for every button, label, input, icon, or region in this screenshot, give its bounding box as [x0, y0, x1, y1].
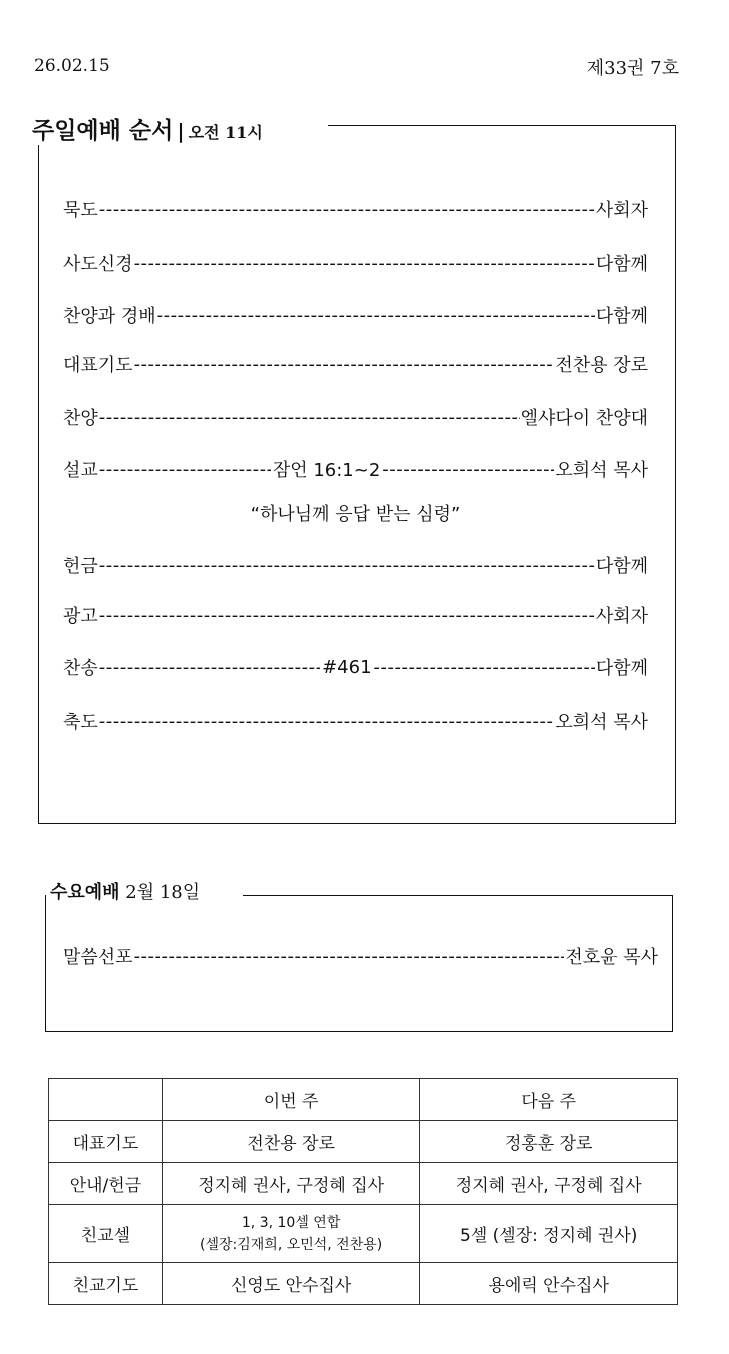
order-item-name: 찬양과 경배 [63, 306, 156, 327]
leader-dashes [99, 407, 520, 428]
next-week-cell: 용에릭 안수집사 [420, 1263, 678, 1305]
leader-dashes [374, 657, 595, 678]
order-item-hymn [63, 654, 648, 680]
wednesday-date: 2월 18일 [125, 882, 201, 903]
order-item-leader: 엘샤다이 찬양대 [520, 408, 648, 429]
order-item-5 [63, 404, 648, 430]
order-item-leader: 사회자 [595, 200, 648, 221]
sunday-box-top-border [328, 125, 675, 126]
leader-dashes [99, 459, 271, 480]
order-item-leader: 다함께 [595, 658, 648, 679]
leader-dashes [99, 605, 595, 626]
leader-dashes [134, 946, 565, 967]
order-item-1 [63, 196, 648, 222]
row-label: 친교셀 [49, 1205, 163, 1263]
order-item-leader: 다함께 [595, 254, 648, 275]
leader-dashes [99, 657, 320, 678]
order-item-leader: 다함께 [595, 306, 648, 327]
order-item-name: 사도신경 [63, 254, 133, 275]
leader-dashes [382, 459, 554, 480]
table-row [49, 1163, 678, 1205]
wednesday-item-1 [63, 943, 658, 969]
next-week-cell: 5셀 (셀장: 정지혜 권사) [420, 1205, 678, 1263]
order-item-8 [63, 602, 648, 628]
leader-dashes [99, 711, 555, 732]
leader-dashes [134, 354, 555, 375]
wednesday-section-title [50, 878, 204, 904]
wednesday-item-leader: 전호윤 목사 [565, 947, 658, 968]
table-row [49, 1263, 678, 1305]
order-item-leader: 오희석 목사 [555, 460, 648, 481]
order-item-name: 대표기도 [63, 355, 133, 376]
this-week-cell [162, 1205, 420, 1263]
order-item-name: 축도 [63, 712, 98, 733]
order-item-leader: 사회자 [595, 606, 648, 627]
table-row [49, 1205, 678, 1263]
this-week-cell: 정지혜 권사, 구정혜 집사 [162, 1163, 420, 1205]
table-header-cell: 다음 주 [420, 1079, 678, 1121]
order-item-2 [63, 250, 648, 276]
order-item-name: 설교 [63, 460, 98, 481]
row-label: 친교기도 [49, 1263, 163, 1305]
duty-schedule-table [48, 1078, 678, 1305]
wednesday-box-top-border [243, 895, 672, 896]
leader-dashes [157, 305, 595, 326]
order-item-7 [63, 552, 648, 578]
hymn-number: #461 [322, 656, 372, 678]
leader-dashes [99, 555, 595, 576]
order-item-name: 찬송 [63, 658, 98, 679]
scripture-reference: 잠언 16:1~2 [272, 460, 381, 481]
table-header-row [49, 1079, 678, 1121]
cell-line-2: (셀장:김재희, 오민석, 전찬용) [200, 1236, 383, 1253]
wednesday-title: 수요예배 [50, 882, 120, 903]
row-label: 대표기도 [49, 1121, 163, 1163]
leader-dashes [134, 253, 595, 274]
order-item-10 [63, 708, 648, 734]
table-header-cell [49, 1079, 163, 1121]
order-item-leader: 전찬용 장로 [555, 355, 648, 376]
bulletin-volume: 제33권 7호 [586, 58, 679, 79]
order-item-leader: 오희석 목사 [555, 712, 648, 733]
title-separator: | [177, 119, 185, 143]
bulletin-date: 26.02.15 [34, 56, 110, 76]
order-item-name: 묵도 [63, 200, 98, 221]
leader-dashes [99, 199, 595, 220]
cell-line-1: 1, 3, 10셀 연합 [241, 1214, 341, 1231]
table-row [49, 1121, 678, 1163]
order-item-leader: 다함께 [595, 556, 648, 577]
this-week-cell: 신영도 안수집사 [162, 1263, 420, 1305]
this-week-cell: 전찬용 장로 [162, 1121, 420, 1163]
order-item-sermon [63, 456, 648, 482]
next-week-cell: 정지혜 권사, 구정혜 집사 [420, 1163, 678, 1205]
next-week-cell: 정홍훈 장로 [420, 1121, 678, 1163]
wednesday-item-name: 말씀선포 [63, 947, 133, 968]
order-item-4 [63, 351, 648, 377]
row-label: 안내/헌금 [49, 1163, 163, 1205]
sunday-time: 오전 11시 [188, 123, 263, 142]
sunday-section-title [32, 112, 267, 145]
order-item-name: 찬양 [63, 408, 98, 429]
table-header-cell: 이번 주 [162, 1079, 420, 1121]
sunday-title: 주일예배 순서 [32, 117, 174, 144]
order-item-name: 헌금 [63, 556, 98, 577]
order-item-name: 광고 [63, 606, 98, 627]
sermon-title: “하나님께 응답 받는 심령” [250, 504, 461, 525]
order-item-3 [63, 302, 648, 328]
